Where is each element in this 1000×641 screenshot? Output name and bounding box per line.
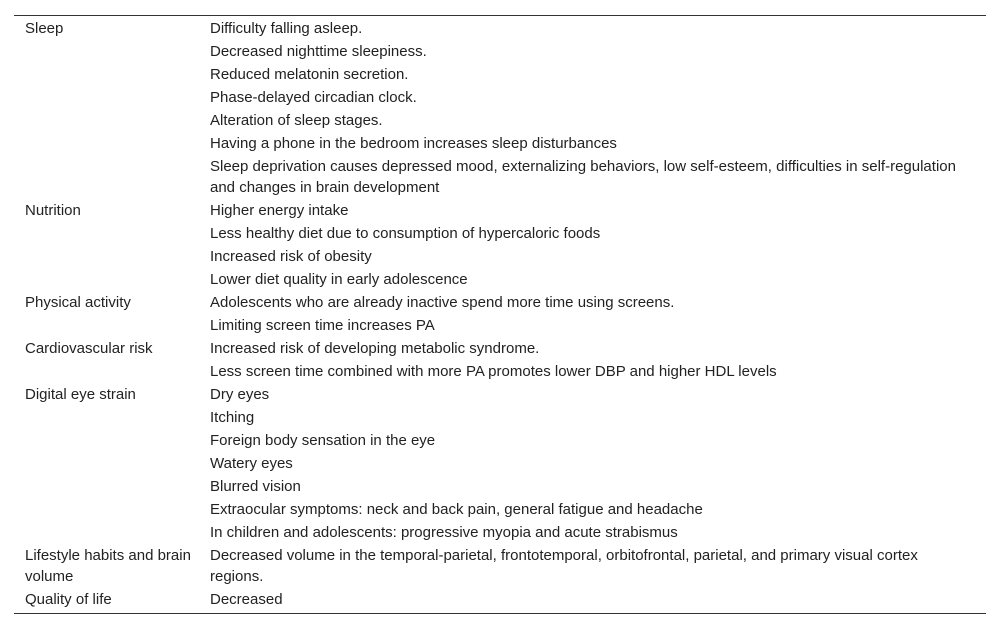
effect-item: Extraocular symptoms: neck and back pain, general fatigue and headache (210, 501, 703, 518)
effects-list (210, 292, 986, 336)
effect-item: In children and adolescents: progressive myopia and acute strabismus (210, 524, 678, 541)
effect-item: Decreased (210, 591, 283, 608)
effect-item: Sleep deprivation causes depressed mood, externalizing behaviors, low self-esteem, difficulties in self-regulation and changes in brain development (210, 158, 956, 196)
effect-item: Itching (210, 409, 255, 426)
effect-item: Limiting screen time increases PA (210, 317, 435, 334)
effect-item: Dry eyes (210, 386, 270, 403)
category-label: Cardiovascular risk (25, 340, 153, 357)
effect-item: Increased risk of developing metabolic syndrome. (210, 340, 540, 357)
table-row-lifestyle-brain-volume (14, 545, 986, 587)
effect-item: Less healthy diet due to consumption of hypercaloric foods (210, 225, 601, 242)
effects-list (210, 384, 986, 543)
effects-table (14, 15, 986, 614)
category-label: Lifestyle habits and brain volume (25, 547, 191, 585)
category-label: Physical activity (25, 294, 131, 311)
effect-item: Higher energy intake (210, 202, 349, 219)
effect-item: Less screen time combined with more PA promotes lower DBP and higher HDL levels (210, 363, 777, 380)
effect-item: Watery eyes (210, 455, 293, 472)
effects-list (210, 18, 986, 198)
category-label: Quality of life (25, 591, 112, 608)
table-row-cardiovascular-risk (14, 338, 986, 382)
table-row-quality-of-life (14, 589, 986, 610)
effect-item: Phase-delayed circadian clock. (210, 89, 417, 106)
effect-item: Foreign body sensation in the eye (210, 432, 436, 449)
effects-list (210, 589, 986, 610)
table-row-physical-activity (14, 292, 986, 336)
effect-item: Increased risk of obesity (210, 248, 372, 265)
effect-item: Decreased volume in the temporal-parietal, frontotemporal, orbitofrontal, parietal, and primary visual cortex regions. (210, 547, 918, 585)
effect-item: Reduced melatonin secretion. (210, 66, 409, 83)
effect-item: Having a phone in the bedroom increases sleep disturbances (210, 135, 617, 152)
table-row-digital-eye-strain (14, 384, 986, 543)
effect-item: Difficulty falling asleep. (210, 20, 363, 37)
table-row-sleep (14, 18, 986, 198)
category-label: Digital eye strain (25, 386, 136, 403)
effect-item: Lower diet quality in early adolescence (210, 271, 468, 288)
category-label: Sleep (25, 20, 64, 37)
effects-list (210, 338, 986, 382)
effects-list (210, 545, 986, 587)
effect-item: Adolescents who are already inactive spend more time using screens. (210, 294, 675, 311)
effect-item: Decreased nighttime sleepiness. (210, 43, 427, 60)
effects-list (210, 200, 986, 290)
effect-item: Blurred vision (210, 478, 301, 495)
effect-item: Alteration of sleep stages. (210, 112, 383, 129)
category-label: Nutrition (25, 202, 81, 219)
table-row-nutrition (14, 200, 986, 290)
